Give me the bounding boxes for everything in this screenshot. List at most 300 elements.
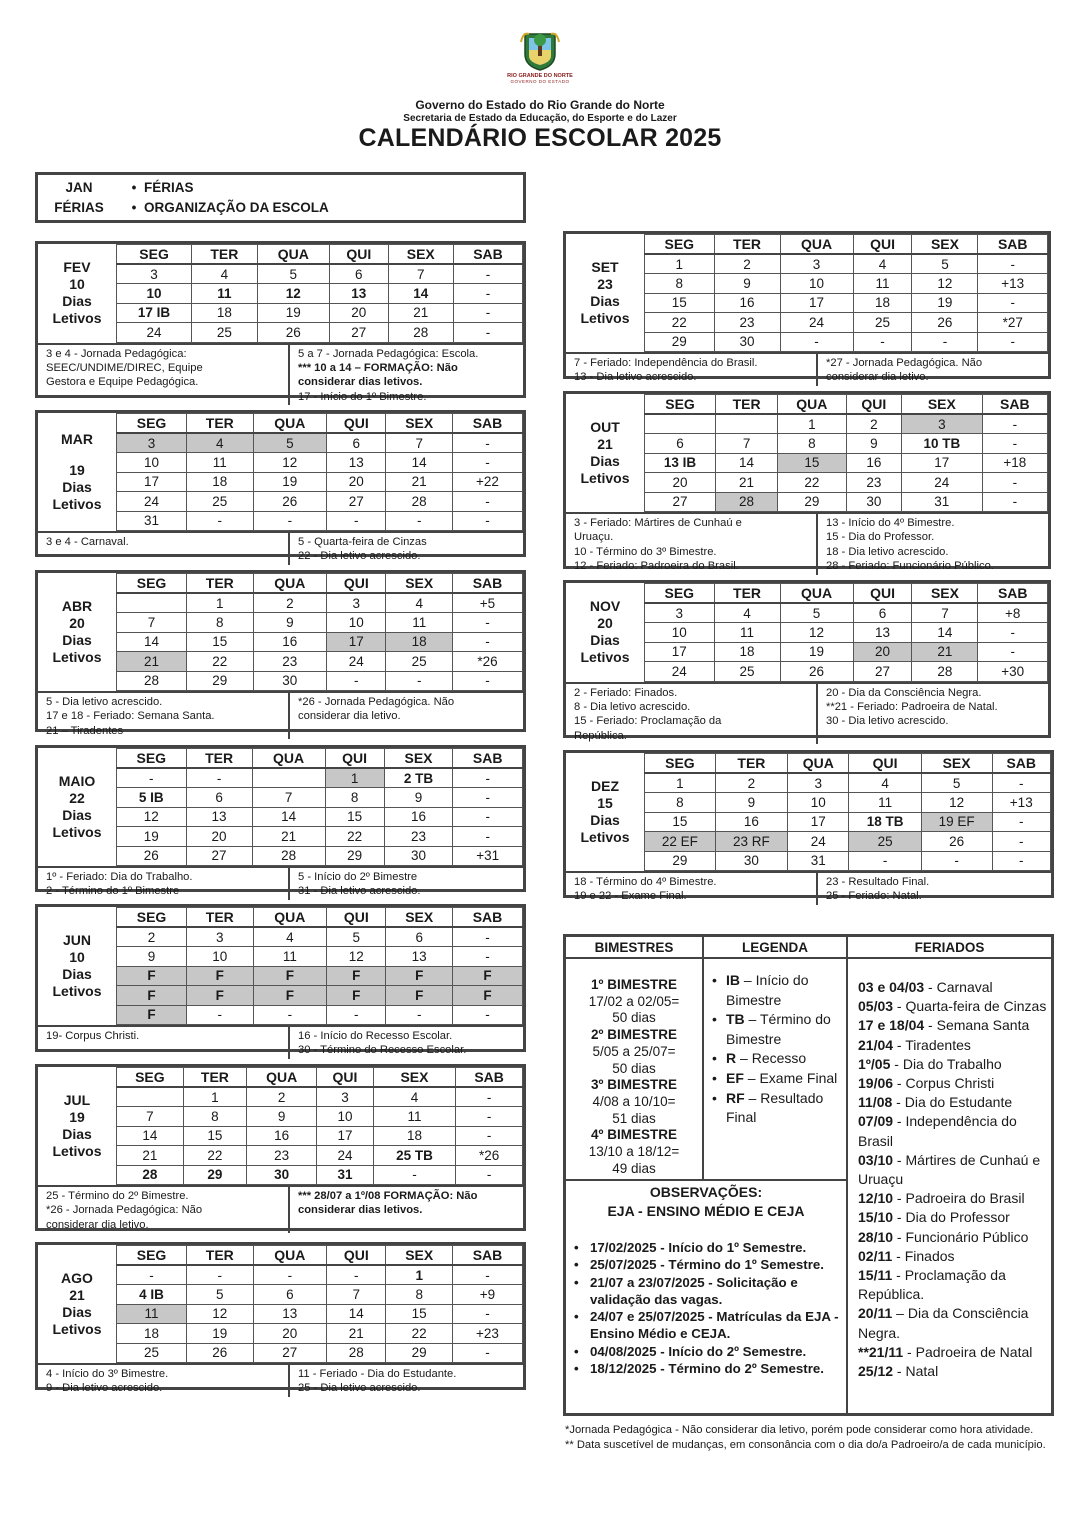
day-cell: 14	[912, 623, 978, 643]
day-cell: -	[978, 293, 1048, 313]
day-cell: 17	[788, 812, 849, 832]
month-label	[38, 907, 116, 1025]
month-name: AGO	[61, 1270, 93, 1286]
week-row	[117, 1005, 523, 1025]
holiday-date: 15/10	[858, 1209, 894, 1226]
holiday-separator: -	[893, 1363, 906, 1380]
day-cell: 26	[921, 832, 992, 852]
day-cell: -	[853, 332, 912, 352]
month-jul	[35, 1064, 526, 1231]
holidays-list	[848, 959, 1051, 1413]
weekday-header: TER	[186, 749, 252, 769]
day-cell: -	[327, 1265, 386, 1285]
day-cell: 16	[247, 1126, 317, 1146]
day-cell: 17	[645, 642, 715, 662]
day-cell: 2	[253, 593, 327, 613]
month-ago	[35, 1242, 526, 1395]
calendar-table	[644, 753, 1051, 871]
day-cell: 12	[921, 793, 992, 813]
weekday-header: TER	[187, 414, 253, 434]
holiday-separator: -	[893, 1075, 906, 1092]
footer-notes	[565, 1423, 1055, 1452]
weekday-header: SAB	[452, 908, 522, 928]
day-cell: *26	[456, 1146, 523, 1166]
holiday-name: Finados	[904, 1247, 955, 1264]
holiday-date: **21/11	[858, 1343, 904, 1360]
day-cell: -	[921, 851, 992, 871]
month-grid	[566, 394, 1048, 512]
weekday-header: QUA	[780, 584, 853, 604]
week-row	[645, 623, 1048, 643]
day-cell: 8	[386, 1285, 452, 1305]
day-cell: -	[327, 671, 386, 691]
day-cell: 24	[117, 323, 192, 343]
day-cell: 15	[187, 632, 253, 652]
letive-days-count: 10	[69, 276, 85, 293]
day-cell: 13	[186, 807, 252, 827]
observation-item: • 21/07 a 23/07/2025 - Solicitação e validação das vagas.	[566, 1274, 846, 1309]
day-cell: -	[453, 788, 523, 808]
month-label	[566, 583, 644, 682]
holiday-separator: -	[890, 1055, 903, 1072]
weekday-header: QUA	[253, 414, 327, 434]
note-line: 9 - Dia letivo acrescido.	[46, 1382, 163, 1395]
day-cell: 28	[912, 662, 978, 682]
day-cell: 24	[788, 832, 849, 852]
legend-item	[708, 1010, 842, 1049]
note-line: 15 - Dia do Professor.	[826, 531, 935, 544]
week-row	[645, 662, 1048, 682]
holiday-item	[858, 1208, 1047, 1227]
month-label	[566, 394, 644, 512]
holiday-separator: –	[892, 1305, 908, 1322]
day-cell	[716, 414, 778, 434]
week-row	[645, 773, 1051, 793]
day-cell: 3	[187, 927, 253, 947]
weekday-header: SEG	[117, 749, 187, 769]
days-label: Dias	[62, 966, 92, 982]
day-cell: +18	[982, 453, 1047, 473]
month-jun	[35, 904, 526, 1057]
legend-desc: Exame Final	[759, 1069, 838, 1086]
day-cell: 30	[253, 671, 327, 691]
day-cell: 10	[780, 274, 853, 294]
notes-left	[38, 345, 290, 406]
note-line: considerar dia letivo.	[46, 1218, 149, 1231]
month-notes	[38, 1025, 523, 1059]
day-cell: 8	[778, 434, 847, 454]
note-line: 7 - Feriado: Independência do Brasil.	[574, 357, 758, 369]
month-jan	[35, 172, 526, 223]
day-cell: -	[117, 1265, 187, 1285]
day-cell: -	[992, 832, 1051, 852]
day-cell: 17	[117, 472, 187, 492]
secretariat-name: Secretaria de Estado da Educação, do Esporte e do Lazer	[403, 113, 677, 124]
day-cell: -	[452, 947, 522, 967]
day-cell: -	[117, 768, 187, 788]
footer-note: *Jornada Pedagógica - Não considerar dia letivo, porém pode considerar como hora atividade.	[565, 1424, 1034, 1436]
day-cell: 4	[253, 927, 327, 947]
day-cell	[117, 593, 187, 613]
month-label	[38, 244, 116, 343]
week-row	[645, 414, 1048, 434]
note-line: 2 - Feriado: Finados.	[574, 686, 678, 699]
note-line: 3 e 4 - Jornada Pedagógica:	[46, 347, 187, 360]
day-cell: 19	[912, 293, 978, 313]
day-cell: 25	[386, 652, 452, 672]
day-cell: 13	[253, 1304, 327, 1324]
holiday-separator: -	[924, 979, 937, 995]
legend-item	[708, 971, 842, 1010]
day-cell: -	[386, 1005, 452, 1025]
day-cell: -	[452, 433, 522, 453]
day-cell: -	[992, 851, 1051, 871]
day-cell: 1	[645, 254, 715, 274]
day-cell: 15	[386, 1304, 452, 1324]
day-cell: 19	[780, 642, 853, 662]
note-line: 25 - Feriado: Natal.	[826, 890, 922, 903]
calendar-table	[116, 413, 523, 531]
day-cell: -	[452, 1005, 522, 1025]
bimestre-range: 5/05 a 25/07=	[592, 1043, 676, 1059]
day-cell: 31	[901, 492, 982, 512]
day-cell: 27	[330, 323, 388, 343]
holiday-separator: -	[893, 1209, 906, 1226]
holiday-item	[858, 1343, 1047, 1362]
day-cell: -	[982, 492, 1047, 512]
weekday-header: SEG	[117, 1068, 184, 1088]
weekday-header: SAB	[978, 584, 1048, 604]
holiday-date: 07/09	[858, 1113, 894, 1130]
notes-left	[566, 354, 818, 386]
letive-days-count: 19	[69, 1109, 85, 1125]
day-cell: 10	[327, 613, 386, 633]
holiday-name: Independência do Brasil	[858, 1113, 1017, 1149]
day-cell: -	[452, 632, 522, 652]
footer-note: ** Data suscetível de mudanças, em consonância com o dia do/a Padroeiro/a de cada município.	[565, 1438, 1046, 1451]
note-line: 25 - Término do 2º Bimestre.	[46, 1190, 189, 1202]
note-line: 28 - Feriado: Funcionário Público.	[826, 560, 994, 573]
day-cell: 28	[117, 1165, 184, 1185]
day-cell: -	[456, 1126, 523, 1146]
letivos-label: Letivos	[580, 649, 630, 666]
day-cell: 21	[117, 652, 187, 672]
coat-of-arms-icon	[519, 28, 561, 72]
weekday-header: SEX	[386, 908, 452, 928]
holiday-name: Tiradentes	[905, 1036, 971, 1053]
month-name: FEV	[63, 259, 91, 276]
day-cell: -	[912, 332, 978, 352]
legend-separator: –	[740, 972, 756, 988]
page-header	[0, 28, 1080, 153]
day-cell: 14	[117, 632, 187, 652]
week-row	[117, 1324, 523, 1344]
week-row	[117, 284, 523, 304]
day-cell: -	[253, 1005, 327, 1025]
day-cell: -	[386, 671, 452, 691]
week-row	[117, 846, 523, 866]
week-row	[645, 332, 1048, 352]
calendar-table	[116, 1067, 523, 1185]
day-cell: 4	[192, 264, 257, 284]
day-cell: 12	[912, 274, 978, 294]
day-cell: -	[453, 284, 522, 304]
weekday-header: SAB	[453, 245, 522, 265]
holiday-name: Mártires de Cunhaú e Uruaçu	[858, 1151, 1041, 1188]
holiday-date: 25/12	[858, 1363, 894, 1380]
day-cell: 2 TB	[384, 768, 453, 788]
day-cell: 29	[325, 846, 384, 866]
month-out	[563, 391, 1051, 573]
month-label	[38, 1245, 116, 1363]
notes-right	[818, 514, 1048, 575]
day-cell: 2	[715, 773, 787, 793]
week-row	[117, 472, 523, 492]
day-cell: 20	[645, 473, 716, 493]
month-grid	[38, 748, 523, 866]
day-cell: F	[117, 1005, 187, 1025]
days-label: Dias	[62, 293, 92, 310]
note-line: 22 - Dia letivo acrescido.	[298, 550, 421, 563]
notes-right	[290, 1365, 523, 1397]
week-row	[117, 1107, 523, 1127]
holiday-separator: -	[893, 1113, 906, 1130]
holiday-item	[858, 978, 1047, 997]
month-name: MAIO	[58, 773, 96, 789]
day-cell: 21	[327, 1324, 386, 1344]
month-grid	[566, 753, 1051, 871]
day-cell: 1	[778, 414, 847, 434]
month-grid	[38, 244, 523, 343]
note-line: 17 - Início do 1º Bimestre.	[298, 390, 427, 403]
day-cell: 6	[645, 434, 716, 454]
jan-label	[38, 178, 120, 218]
day-cell: -	[453, 807, 523, 827]
bimestre-days: 51 dias	[612, 1110, 656, 1126]
notes-left	[38, 1027, 290, 1059]
day-cell: 21	[912, 642, 978, 662]
week-row	[117, 788, 523, 808]
day-cell: 16	[846, 453, 901, 473]
observation-item: • 18/12/2025 - Término do 2º Semestre.	[566, 1360, 846, 1377]
day-cell: 18	[386, 632, 452, 652]
weekday-header: QUI	[327, 574, 386, 594]
weekday-header: SEX	[912, 235, 978, 255]
weekday-header: SAB	[456, 1068, 523, 1088]
weekday-header: QUI	[317, 1068, 374, 1088]
day-cell: 1	[325, 768, 384, 788]
day-cell: 3	[117, 433, 187, 453]
day-cell: 6	[386, 927, 452, 947]
calendar-table	[644, 234, 1048, 352]
day-cell: 10	[117, 453, 187, 473]
day-cell: -	[327, 1005, 386, 1025]
weekday-header: TER	[714, 584, 780, 604]
day-cell: 1	[187, 593, 253, 613]
day-cell: 4	[853, 254, 912, 274]
day-cell: 30	[384, 846, 453, 866]
weekday-header: QUA	[253, 574, 327, 594]
calendar-table	[116, 1245, 523, 1363]
bimestres-header: BIMESTRES	[566, 937, 704, 957]
day-cell: -	[327, 511, 386, 531]
day-cell: 21	[117, 1146, 184, 1166]
legend-code: R	[726, 1050, 737, 1067]
month-notes	[38, 343, 523, 406]
note-line: *** 10 a 14 – FORMAÇÃO: Não	[298, 361, 458, 374]
day-cell: 26	[187, 1343, 253, 1363]
holiday-name: Quarta-feira de Cinzas	[905, 998, 1047, 1015]
day-cell: 11	[853, 274, 912, 294]
day-cell: 3	[117, 264, 192, 284]
week-row	[645, 603, 1048, 623]
month-name: MAR	[61, 431, 93, 447]
day-cell: -	[978, 254, 1048, 274]
holiday-date: 02/11	[858, 1247, 893, 1264]
day-cell: -	[456, 1107, 523, 1127]
month-name: SET	[591, 259, 619, 275]
day-cell: -	[452, 511, 522, 531]
holiday-item	[858, 1304, 1047, 1342]
jan-month-name: JAN	[65, 179, 93, 195]
days-label: Dias	[62, 807, 92, 823]
legend-separator: –	[736, 1050, 752, 1067]
day-cell: 14	[117, 1126, 184, 1146]
day-cell: 14	[388, 284, 453, 304]
weekday-header-row	[117, 749, 523, 769]
day-cell: 18	[117, 1324, 187, 1344]
day-cell: 9	[247, 1107, 317, 1127]
week-row	[645, 453, 1048, 473]
day-cell: F	[117, 986, 187, 1006]
week-row	[645, 642, 1048, 662]
notes-right	[290, 1027, 523, 1059]
holiday-item	[858, 1016, 1047, 1035]
weekday-header: QUA	[253, 908, 327, 928]
weekday-header: SEX	[384, 749, 453, 769]
day-cell: 8	[187, 613, 253, 633]
holiday-name: Dia do Estudante	[904, 1094, 1013, 1111]
month-name: JUL	[63, 1092, 91, 1108]
week-row	[117, 453, 523, 473]
weekday-header: QUI	[327, 414, 386, 434]
day-cell: 7	[386, 433, 452, 453]
weekday-header-row	[645, 235, 1048, 255]
calendar-table	[644, 394, 1048, 512]
day-cell: 24	[901, 473, 982, 493]
week-row	[117, 323, 523, 343]
day-cell: F	[253, 966, 327, 986]
weekday-header: SEG	[117, 245, 192, 265]
day-cell: *26	[452, 652, 522, 672]
page-title: CALENDÁRIO ESCOLAR 2025	[358, 124, 722, 152]
weekday-header: QUA	[257, 245, 330, 265]
observation-item: • 04/08/2025 - Início do 2º Semestre.	[566, 1343, 846, 1360]
day-cell: 15	[645, 812, 716, 832]
day-cell: 5	[327, 927, 386, 947]
observation-item: • 17/02/2025 - Início do 1º Semestre.	[566, 1239, 846, 1256]
note-line: **21 - Feriado: Padroeira de Natal.	[826, 700, 998, 713]
day-cell: 10 TB	[901, 434, 982, 454]
feriados-header: FERIADOS	[914, 939, 985, 955]
legenda-header: LEGENDA	[704, 937, 848, 957]
day-cell: 7	[117, 613, 187, 633]
day-cell: 22	[645, 313, 715, 333]
jan-item: • FÉRIAS	[120, 178, 329, 198]
day-cell: 17	[327, 632, 386, 652]
legend-code: TB	[726, 1011, 745, 1028]
day-cell: 5	[187, 1285, 253, 1305]
week-row	[645, 254, 1048, 274]
day-cell: 11	[253, 947, 327, 967]
day-cell: 17	[780, 293, 853, 313]
week-row	[117, 671, 523, 691]
day-cell: 13	[327, 453, 386, 473]
day-cell: 18	[714, 642, 780, 662]
legend-list	[704, 959, 848, 1179]
notes-right	[818, 354, 1048, 386]
day-cell: 10	[645, 623, 715, 643]
day-cell: -	[452, 1304, 522, 1324]
day-cell: -	[452, 613, 522, 633]
note-line: 10 - Término do 3º Bimestre.	[574, 545, 717, 558]
day-cell: 6	[253, 1285, 327, 1305]
day-cell: 27	[645, 492, 716, 512]
month-grid	[38, 573, 523, 691]
letive-days-count: 10	[69, 949, 85, 965]
letive-days-count: 20	[69, 615, 85, 631]
day-cell: 4	[187, 433, 253, 453]
day-cell: +30	[978, 662, 1048, 682]
calendar-table	[116, 907, 523, 1025]
note-line: 25 - Dia letivo acrescido.	[298, 1382, 421, 1395]
day-cell: 25 TB	[373, 1146, 455, 1166]
holiday-separator: -	[924, 1017, 937, 1034]
weekday-header: TER	[187, 1246, 253, 1266]
bimestres-list	[566, 959, 704, 1179]
week-row	[117, 966, 523, 986]
day-cell: 7	[388, 264, 453, 284]
day-cell: 6	[853, 603, 912, 623]
government-name: Governo do Estado do Rio Grande do Norte	[415, 98, 665, 112]
notes-left	[38, 693, 290, 739]
holiday-date: 20/11	[858, 1305, 893, 1322]
day-cell: -	[992, 812, 1051, 832]
legend-desc: Resultado Final	[726, 1089, 824, 1126]
month-notes	[38, 1363, 523, 1397]
note-line: considerar dia letivo.	[298, 710, 401, 723]
day-cell: 13	[330, 284, 388, 304]
day-cell: +5	[452, 593, 522, 613]
day-cell: 11	[187, 453, 253, 473]
letivos-label: Letivos	[52, 983, 102, 999]
day-cell: 22	[187, 652, 253, 672]
day-cell: 27	[327, 492, 386, 512]
holiday-name: Carnaval	[936, 979, 993, 995]
day-cell: -	[978, 623, 1048, 643]
day-cell: 28	[716, 492, 778, 512]
day-cell: +8	[978, 603, 1048, 623]
letivos-label: Letivos	[52, 1321, 102, 1337]
holiday-item	[858, 1266, 1047, 1304]
holiday-date: 03 e 04/03	[858, 979, 925, 995]
week-row	[117, 1146, 523, 1166]
letive-days-count: 21	[69, 1287, 85, 1303]
day-cell: 12	[253, 453, 327, 473]
legend-code: EF	[726, 1069, 744, 1086]
notes-left	[566, 514, 818, 575]
day-cell: 11	[373, 1107, 455, 1127]
